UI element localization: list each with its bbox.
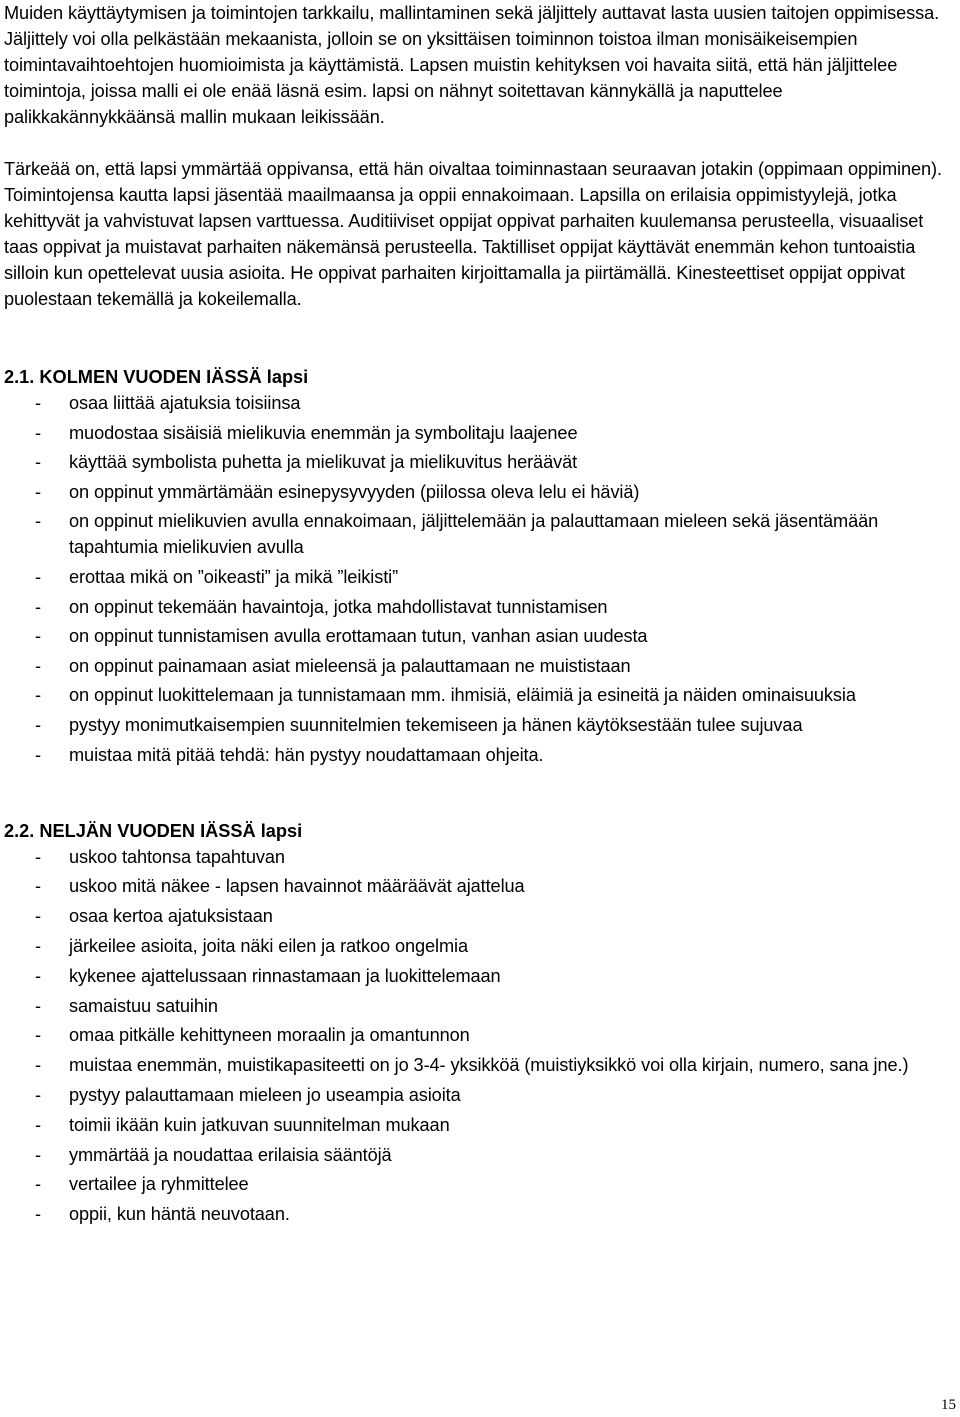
list-item [4, 623, 952, 649]
list-item-text: toimii ikään kuin jatkuvan suunnitelman mukaan [69, 1114, 450, 1135]
list-dash: - [35, 1174, 41, 1195]
list-item-text: on oppinut mielikuvien avulla ennakoimaan, jäljittelemään ja palauttamaan mieleen sekä jäsentämään tapahtumia mielikuvien avulla [69, 511, 879, 558]
list-dash: - [35, 744, 41, 765]
list-item [4, 844, 952, 870]
paragraph-learning-styles: Tärkeää on, että lapsi ymmärtää oppivansa, että hän oivaltaa toiminnastaan seuraavan jotakin (oppimaan oppiminen). Toimintojensa kautta lapsi jäsentää maailmaansa ja oppii ennakoimaan. Lapsilla on erilaisia oppimistyylejä, jotka kehittyvät ja vahvistuvat lapsen varttuessa. Auditiiviset oppijat oppivat parhaiten kuulemansa perusteella, visuaaliset taas oppivat ja muistavat parhaiten näkemänsä perusteella. Taktilliset oppijat käyttävät enemmän kehon tuntoaistia silloin kun opettelevat uusia asioita. He oppivat parhaiten kirjoittamalla ja piirtämällä. Kinesteettiset oppijat oppivat puolestaan tekemällä ja kokeilemalla. [4, 159, 942, 309]
list-dash: - [35, 1204, 41, 1225]
list-dash: - [35, 995, 41, 1016]
list-dash: - [35, 906, 41, 927]
list-item [4, 1201, 952, 1227]
list-dash: - [35, 1084, 41, 1105]
list-dash: - [35, 422, 41, 443]
section-title: NELJÄN VUODEN IÄSSÄ [39, 820, 256, 841]
four-years-list [4, 844, 952, 1228]
list-item-text: muodostaa sisäisiä mielikuvia enemmän ja symbolitaju laajenee [69, 422, 578, 443]
list-dash: - [35, 846, 41, 867]
list-item [4, 1022, 952, 1048]
list-dash: - [35, 393, 41, 413]
list-dash: - [35, 452, 41, 473]
list-dash: - [35, 511, 41, 532]
list-item [4, 1171, 952, 1197]
list-item-text: osaa kertoa ajatuksistaan [69, 906, 273, 927]
list-item [4, 993, 952, 1019]
section-title-rest: lapsi [260, 820, 303, 841]
list-item-text: omaa pitkälle kehittyneen moraalin ja omantunnon [69, 1025, 470, 1046]
list-dash: - [35, 626, 41, 647]
list-item [4, 390, 952, 416]
paragraph-imitation: Muiden käyttäytymisen ja toimintojen tarkkailu, mallintaminen sekä jäljittely auttavat lasta uusien taitojen oppimisessa. Jäljittely voi olla pelkästään mekaanista, jolloin se on yksittäisen toiminnon toistoa ilman monisäikeisempien toimintavaihtoehtojen huomioimista ja käyttämistä. Lapsen muistin kehityksen voi havaita siitä, että hän jäljittelee toimintoja, joissa malli ei ole enää läsnä esim. lapsi on nähnyt soitettavan kännykällä ja naputtelee palikkakännykkäänsä mallin mukaan leikissään. [4, 3, 940, 127]
section-heading-three-years [4, 364, 952, 390]
list-item-text: on oppinut tunnistamisen avulla erottamaan tutun, vanhan asian uudesta [69, 626, 648, 647]
list-item-text: muistaa enemmän, muistikapasiteetti on jo 3-4- yksikköä (muistiyksikkö voi olla kirjain, numero, sana jne.) [69, 1055, 909, 1076]
list-item [4, 508, 952, 560]
list-item-text: kykenee ajattelussaan rinnastamaan ja luokittelemaan [69, 965, 501, 986]
section-number: 2.1. [4, 367, 35, 387]
list-dash: - [35, 685, 41, 706]
list-item-text: on oppinut tekemään havaintoja, jotka mahdollistavat tunnistamisen [69, 596, 608, 617]
list-item-text: on oppinut luokittelemaan ja tunnistamaan mm. ihmisiä, eläimiä ja esineitä ja näiden ominaisuuksia [69, 685, 856, 706]
list-item-text: osaa liittää ajatuksia toisiinsa [69, 393, 301, 413]
section-title-rest: lapsi [266, 367, 309, 387]
list-item [4, 933, 952, 959]
list-item [4, 1112, 952, 1138]
list-item [4, 873, 952, 899]
list-item [4, 594, 952, 620]
list-item-text: oppii, kun häntä neuvotaan. [69, 1204, 290, 1225]
list-item-text: ymmärtää ja noudattaa erilaisia sääntöjä [69, 1144, 392, 1165]
list-item [4, 712, 952, 738]
section-number: 2.2. [4, 820, 35, 841]
three-years-list [4, 390, 952, 768]
list-item-text: muistaa mitä pitää tehdä: hän pystyy noudattamaan ohjeita. [69, 744, 544, 765]
list-dash: - [35, 935, 41, 956]
page-number: 15 [941, 1397, 956, 1413]
list-item-text: pystyy palauttamaan mieleen jo useampia asioita [69, 1084, 461, 1105]
list-dash: - [35, 1114, 41, 1135]
list-dash: - [35, 481, 41, 502]
list-item [4, 420, 952, 446]
document-page [4, 0, 952, 1231]
list-item-text: on oppinut ymmärtämään esinepysyvyyden (piilossa oleva lelu ei häviä) [69, 481, 640, 502]
list-item-text: uskoo tahtonsa tapahtuvan [69, 846, 285, 867]
list-item [4, 1082, 952, 1108]
list-item-text: järkeilee asioita, joita näki eilen ja ratkoo ongelmia [69, 935, 468, 956]
list-item [4, 1052, 952, 1078]
list-item [4, 742, 952, 768]
list-item [4, 682, 952, 708]
section-title: KOLMEN VUODEN IÄSSÄ [39, 367, 262, 387]
list-item [4, 1142, 952, 1168]
list-item [4, 653, 952, 679]
list-dash: - [35, 876, 41, 897]
list-item-text: uskoo mitä näkee - lapsen havainnot määräävät ajattelua [69, 876, 525, 897]
list-dash: - [35, 1144, 41, 1165]
list-dash: - [35, 1025, 41, 1046]
section-heading-four-years [4, 818, 952, 844]
list-item-text: erottaa mikä on ”oikeasti” ja mikä ”leikisti” [69, 566, 399, 587]
list-item-text: vertailee ja ryhmittelee [69, 1174, 249, 1195]
list-dash: - [35, 655, 41, 676]
list-dash: - [35, 714, 41, 735]
list-dash: - [35, 1055, 41, 1076]
list-item [4, 479, 952, 505]
list-item-text: samaistuu satuihin [69, 995, 218, 1016]
list-item-text: on oppinut painamaan asiat mieleensä ja palauttamaan ne muististaan [69, 655, 631, 676]
list-dash: - [35, 596, 41, 617]
list-dash: - [35, 965, 41, 986]
list-item-text: käyttää symbolista puhetta ja mielikuvat ja mielikuvitus heräävät [69, 452, 578, 473]
list-item [4, 564, 952, 590]
list-item-text: pystyy monimutkaisempien suunnitelmien tekemiseen ja hänen käytöksestään tulee sujuvaa [69, 714, 803, 735]
list-item [4, 963, 952, 989]
list-dash: - [35, 566, 41, 587]
list-item [4, 449, 952, 475]
list-item [4, 903, 952, 929]
